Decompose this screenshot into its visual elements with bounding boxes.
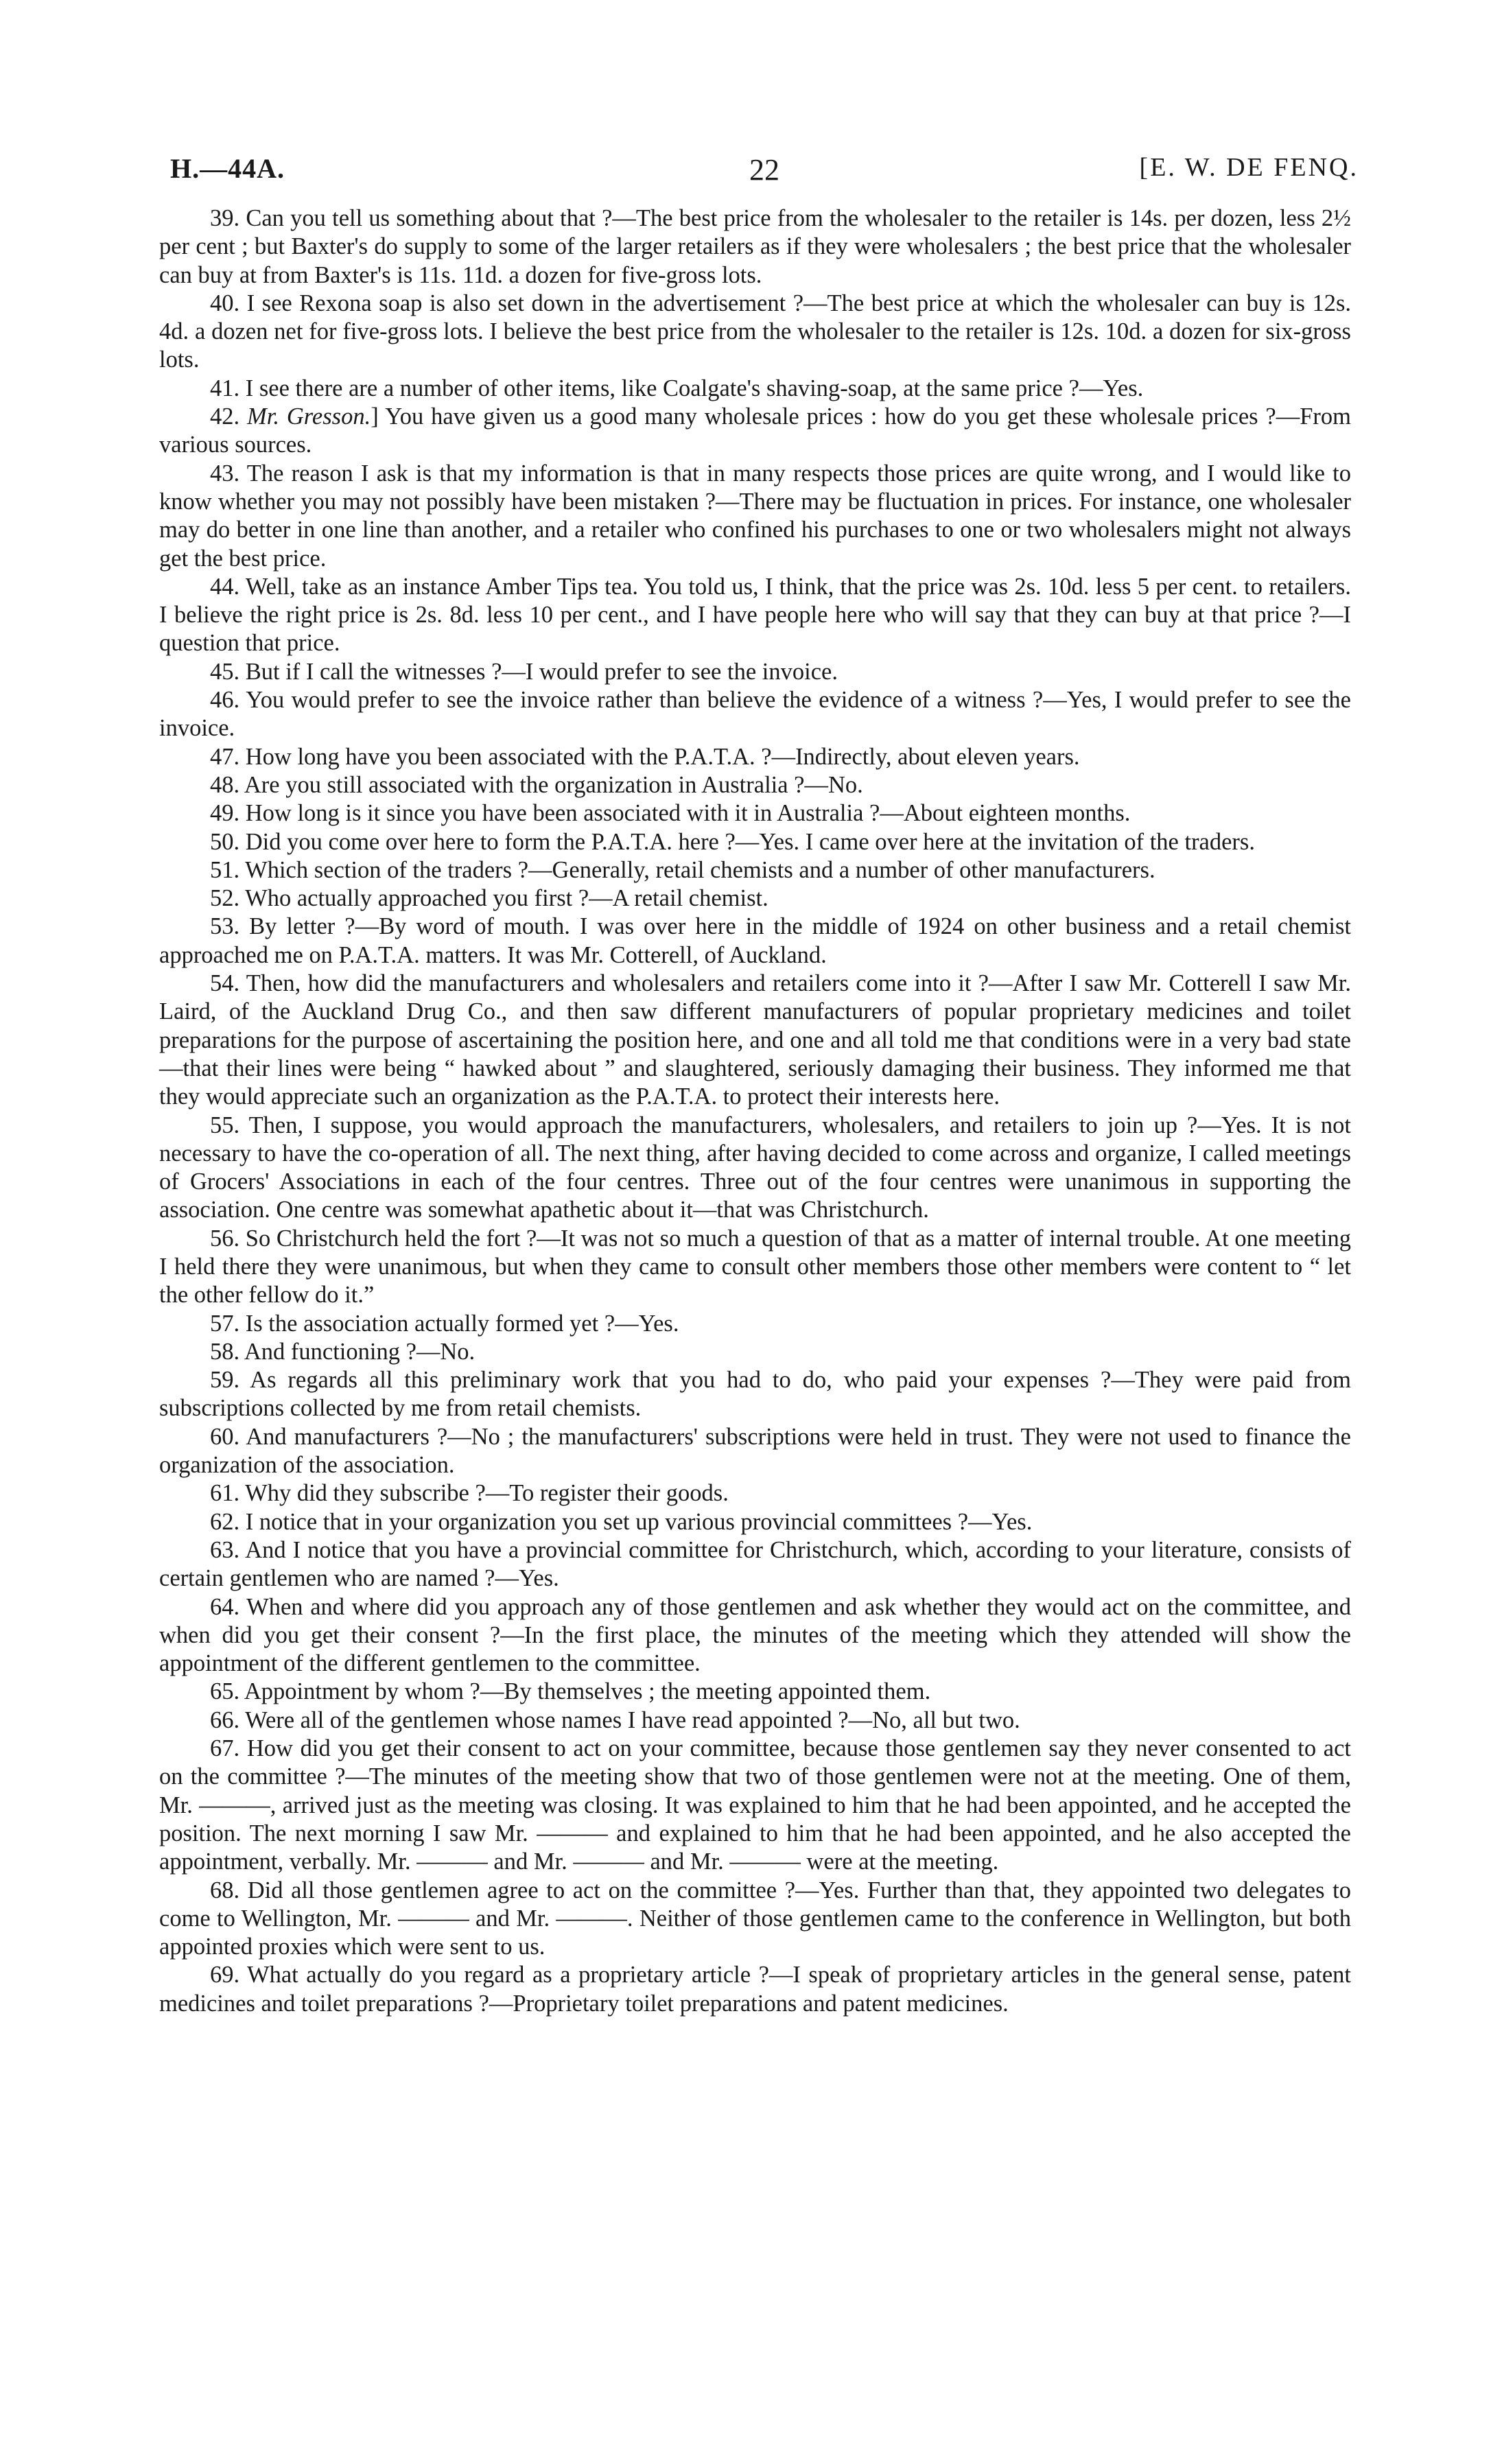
page-header (170, 152, 1359, 193)
question-69 (159, 1961, 1351, 2018)
question-50 (159, 828, 1351, 856)
question-text: Is the association actually formed yet ?—Yes. (245, 1310, 679, 1337)
question-40 (159, 290, 1351, 375)
question-number: 61. (210, 1480, 240, 1507)
question-text: As regards all this preliminary work that you had to do, who paid your expenses ?—They were paid from subscriptions collected by me from retail chemists. (159, 1367, 1351, 1422)
question-44 (159, 573, 1351, 658)
question-text: You would prefer to see the invoice rather than believe the evidence of a witness ?—Yes, I would prefer to see the invoice. (159, 687, 1351, 742)
question-text: How long have you been associated with the P.A.T.A. ?—Indirectly, about eleven years. (245, 743, 1080, 770)
question-text: Appointment by whom ?—By themselves ; the meeting appointed them. (244, 1678, 931, 1705)
page-number: 22 (749, 153, 779, 187)
question-64 (159, 1593, 1351, 1678)
question-text: Can you tell us something about that ?—The best price from the wholesaler to the retailer is 14s. per dozen, less 2½ per cent ; but Baxter's do supply to some of the larger retailers as if they were wholesalers ; the best price that the wholesaler can buy at from Baxter's is 11s. 11d. a dozen for five-gross lots. (159, 205, 1352, 288)
question-66 (159, 1706, 1351, 1735)
question-51 (159, 856, 1351, 884)
question-41 (159, 375, 1351, 403)
question-61 (159, 1479, 1351, 1507)
question-number: 69. (210, 1962, 240, 1988)
question-text: By letter ?—By word of mouth. I was over here in the middle of 1924 on other business and a retail chemist approached me on P.A.T.A. matters. It was Mr. Cotterell, of Auckland. (159, 913, 1352, 968)
question-53 (159, 913, 1351, 970)
question-57 (159, 1310, 1351, 1338)
question-number: 66. (210, 1706, 240, 1733)
question-56 (159, 1225, 1351, 1310)
question-text: But if I call the witnesses ?—I would prefer to see the invoice. (245, 658, 838, 685)
question-number: 48. (210, 771, 240, 798)
question-text: I notice that in your organization you set up various provincial committees ?—Yes. (245, 1508, 1033, 1535)
question-number: 55. (210, 1112, 240, 1138)
question-text: I see there are a number of other items, like Coalgate's shaving-soap, at the same price ?—Yes. (245, 375, 1144, 401)
question-number: 64. (210, 1593, 240, 1620)
question-54 (159, 970, 1351, 1111)
question-number: 42. (210, 403, 240, 430)
question-text: Were all of the gentlemen whose names I have read appointed ?—No, all but two. (245, 1706, 1020, 1733)
question-text: Then, how did the manufacturers and wholesalers and retailers come into it ?—After I saw Mr. Cotterell I saw Mr. Laird, of the Auckland Drug Co., and then saw different manufacturers of popular proprietary medicines and toilet preparations for the purpose of ascertaining the position here, and one and all told me that conditions were in a very bad state—that their lines were being “ hawked about ” and slaughtered, seriously damaging their business. They informed me that they would appreciate such an organization as the P.A.T.A. to protect their interests here. (159, 970, 1351, 1110)
witness-name: [E. W. DE FENQ. (1139, 153, 1359, 182)
question-63 (159, 1536, 1351, 1593)
question-58 (159, 1338, 1351, 1366)
question-46 (159, 686, 1351, 743)
question-number: 40. (210, 290, 240, 316)
question-number: 59. (210, 1367, 240, 1394)
question-text: Did all those gentlemen agree to act on the committee ?—Yes. Further than that, they appointed two delegates to come to Wellington, Mr. ——— and Mr. ———. Neither of those gentlemen came to the conference in Wellington, but both appointed proxies which were sent to us. (159, 1877, 1351, 1960)
question-52 (159, 884, 1351, 913)
question-number: 53. (210, 913, 240, 940)
question-text: And I notice that you have a provincial committee for Christchurch, which, according to your literature, consists of certain gentlemen who are named ?—Yes. (159, 1536, 1351, 1592)
question-text: Which section of the traders ?—Generally, retail chemists and a number of other manufacturers. (245, 856, 1155, 883)
question-text: Then, I suppose, you would approach the manufacturers, wholesalers, and retailers to join up ?—Yes. It is not necessary to have the co-operation of all. The next thing, after having decided to come across and organize, I called meetings of Grocers' Associations in each of the four centres. Three out of the four centres were unanimous in supporting the association. One centre was somewhat apathetic about it—that was Christchurch. (159, 1112, 1351, 1223)
question-text: Did you come over here to form the P.A.T.A. here ?—Yes. I came over here at the invitation of the traders. (245, 828, 1255, 855)
question-42 (159, 403, 1351, 460)
question-number: 63. (210, 1536, 240, 1563)
question-number: 45. (210, 658, 240, 685)
question-number: 46. (210, 687, 240, 714)
question-number: 68. (210, 1877, 240, 1903)
question-number: 52. (210, 885, 240, 912)
question-number: 41. (210, 375, 240, 401)
question-number: 49. (210, 800, 240, 827)
question-text: Are you still associated with the organization in Australia ?—No. (244, 771, 863, 798)
question-60 (159, 1423, 1351, 1480)
question-number: 57. (210, 1310, 240, 1337)
question-68 (159, 1877, 1351, 1962)
question-number: 56. (210, 1225, 240, 1252)
question-65 (159, 1678, 1351, 1706)
transcript-body (159, 204, 1351, 2018)
question-number: 47. (210, 743, 240, 770)
question-text: And functioning ?—No. (244, 1338, 476, 1365)
question-43 (159, 460, 1351, 573)
question-text: Who actually approached you first ?—A retail chemist. (245, 885, 768, 912)
question-62 (159, 1508, 1351, 1536)
question-number: 39. (210, 205, 240, 231)
question-text: How did you get their consent to act on your committee, because those gentlemen say they never consented to act on the committee ?—The minutes of the meeting show that two of those gentlemen were not at the meeting. One of them, Mr. ———, arrived just as the meeting was closing. It was explained to him that he had been appointed, and he accepted the position. The next morning I saw Mr. ——— and explained to him that he had been appointed, and he also accepted the appointment, verbally. Mr. ——— and Mr. ——— and Mr. ——— were at the meeting. (159, 1735, 1352, 1875)
question-55 (159, 1112, 1351, 1225)
question-number: 58. (210, 1338, 240, 1365)
question-text: How long is it since you have been associated with it in Australia ?—About eighteen months. (245, 800, 1131, 827)
question-48 (159, 771, 1351, 799)
question-45 (159, 658, 1351, 686)
question-text: Well, take as an instance Amber Tips tea. You told us, I think, that the price was 2s. 10d. less 5 per cent. to retailers. I believe the right price is 2s. 8d. less 10 per cent., and I have people here who will say that they can buy at that price ?—I question that price. (159, 573, 1351, 657)
question-text: When and where did you approach any of those gentlemen and ask whether they would act on the committee, and when did you get their consent ?—In the first place, the minutes of the meeting which they attended will show the appointment of the different gentlemen to the committee. (159, 1593, 1351, 1677)
document-reference: H.—44A. (170, 153, 285, 184)
question-number: 44. (210, 573, 240, 600)
question-number: 65. (210, 1678, 240, 1705)
question-67 (159, 1735, 1351, 1876)
question-47 (159, 743, 1351, 771)
question-text: So Christchurch held the fort ?—It was not so much a question of that as a matter of internal trouble. At one meeting I held there they were unanimous, but when they came to consult other members those other members were content to “ let the other fellow do it.” (159, 1225, 1351, 1309)
question-39 (159, 204, 1351, 290)
question-number: 67. (210, 1735, 240, 1762)
question-49 (159, 799, 1351, 828)
question-number: 54. (210, 970, 240, 997)
question-number: 43. (210, 460, 240, 486)
question-number: 62. (210, 1508, 240, 1535)
question-text: And manufacturers ?—No ; the manufacturers' subscriptions were held in trust. They were not used to finance the organization of the association. (159, 1423, 1351, 1479)
question-text: What actually do you regard as a proprietary article ?—I speak of proprietary articles in the general sense, patent medicines and toilet preparations ?—Proprietary toilet preparations and patent medicines. (159, 1962, 1351, 2017)
question-number: 50. (210, 828, 240, 855)
question-number: 51. (210, 856, 240, 883)
question-text: ] You have given us a good many wholesale prices : how do you get these wholesale prices ?—From various sources. (159, 403, 1351, 458)
question-text: I see Rexona soap is also set down in the advertisement ?—The best price at which the wholesaler can buy is 12s. 4d. a dozen net for five-gross lots. I believe the best price from the wholesaler to the retailer is 12s. 10d. a dozen for six-gross lots. (159, 290, 1351, 373)
question-text: The reason I ask is that my information is that in many respects those prices are quite wrong, and I would like to know whether you may not possibly have been mistaken ?—There may be fluctuation in prices. For instance, one wholesaler may do better in one line than another, and a retailer who confined his purchases to one or two wholesalers might not always get the best price. (159, 460, 1351, 572)
question-text: Why did they subscribe ?—To register their goods. (245, 1480, 729, 1507)
speaker-name: Mr. Gresson. (247, 403, 371, 430)
question-59 (159, 1366, 1351, 1423)
question-number: 60. (210, 1423, 240, 1450)
